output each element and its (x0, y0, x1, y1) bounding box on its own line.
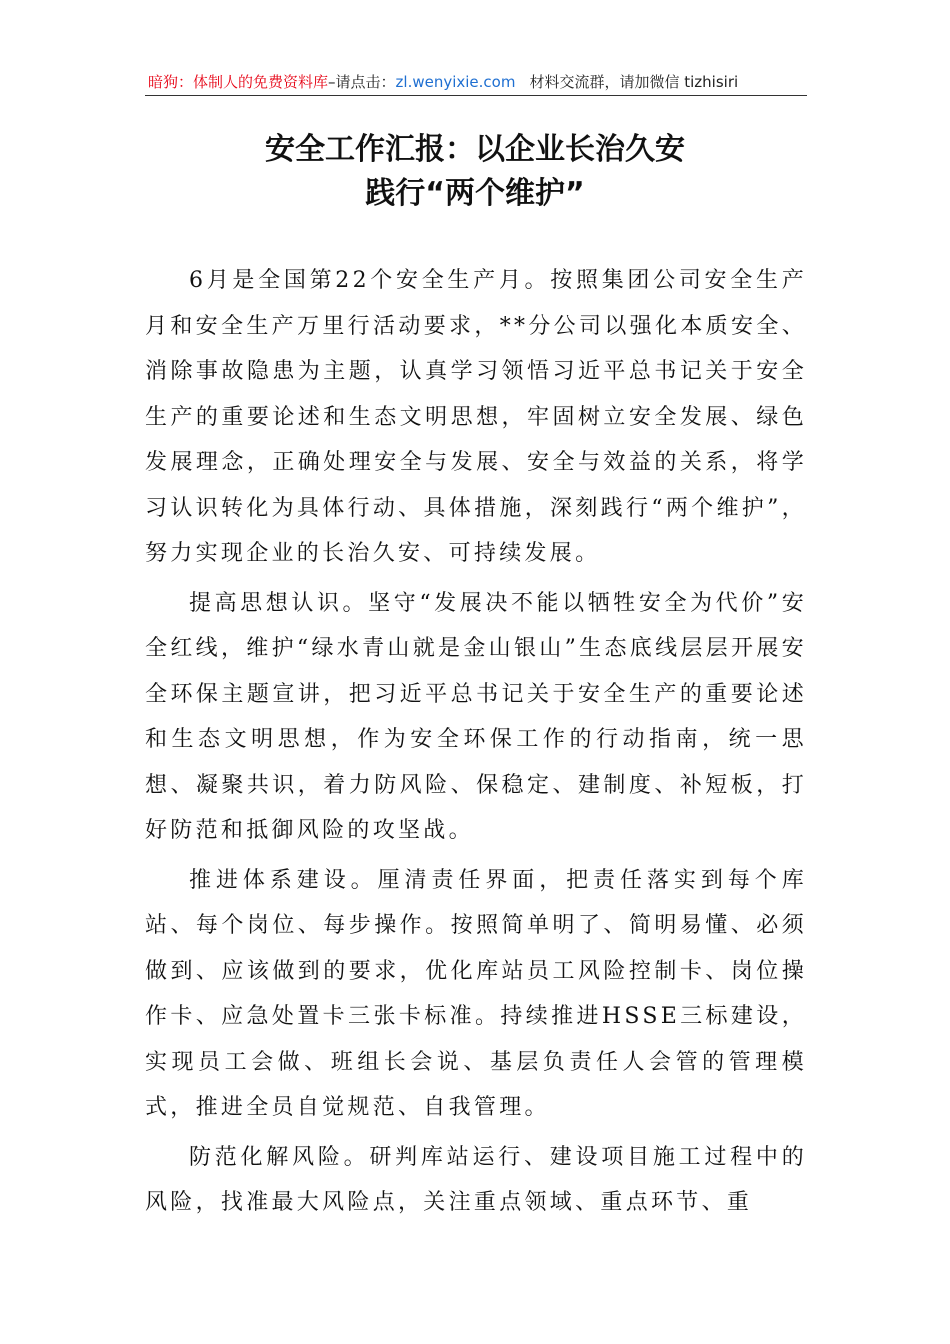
paragraph-1: 6月是全国第22个安全生产月。按照集团公司安全生产月和安全生产万里行活动要求，**分公司以强化本质安全、消除事故隐患为主题，认真学习领悟习近平总书记关于安全生产的重要论述和生态文明思想，牢固树立安全发展、绿色发展理念，正确处理安全与发展、安全与效益的关系，将学习认识转化为具体行动、具体措施，深刻践行“两个维护”，努力实现企业的长治久安、可持续发展。 (145, 268, 807, 566)
document-title (0, 128, 950, 216)
header-url-link[interactable]: zl.wenyixie.com (395, 73, 516, 91)
header-click-prompt: –请点击： (328, 73, 396, 91)
paragraph-2: 提高思想认识。坚守“发展决不能以牺牲安全为代价”安全红线，维护“绿水青山就是金山银山”生态底线层层开展安全环保主题宣讲，把习近平总书记关于安全生产的重要论述和生态文明思想，作为安全环保工作的行动指南，统一思想、凝聚共识，着力防风险、保稳定、建制度、补短板，打好防范和抵御风险的攻坚战。 (145, 590, 807, 843)
document-body (145, 258, 807, 1230)
paragraph-3: 推进体系建设。厘清责任界面，把责任落实到每个库站、每个岗位、每步操作。按照简单明了、简明易懂、必须做到、应该做到的要求，优化库站员工风险控制卡、岗位操作卡、应急处置卡三张卡标准。持续推进HSSE三标建设，实现员工会做、班组长会说、基层负责任人会管的管理模式，推进全员自觉规范、自我管理。 (145, 867, 807, 1120)
title-line-1: 安全工作汇报：以企业长治久安 (265, 132, 685, 167)
header-brand: 暗狗：体制人的免费资料库 (148, 73, 329, 91)
title-line-2: 践行“两个维护” (365, 176, 585, 211)
page-header (148, 70, 806, 94)
header-wechat-note: 材料交流群，请加微信 tizhisiri (529, 73, 739, 91)
header-divider (145, 95, 807, 96)
paragraph-4: 防范化解风险。研判库站运行、建设项目施工过程中的风险，找准最大风险点，关注重点领域、重点环节、重 (145, 1144, 807, 1215)
